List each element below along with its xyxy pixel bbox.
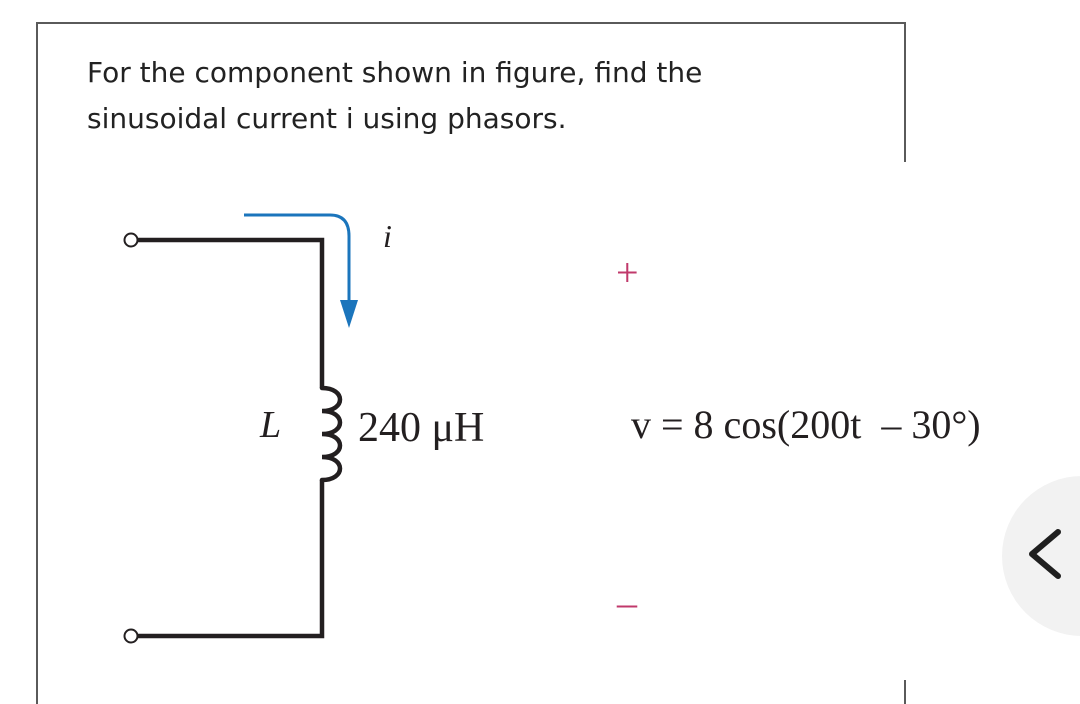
top-wire [137,240,322,388]
question-line-1: For the component shown in figure, find the [87,56,703,89]
current-arrow [244,215,349,300]
minus-sign: – [617,580,637,625]
current-label: i [383,218,392,254]
bottom-terminal [125,630,138,643]
question-line-2: sinusoidal current i using phasors. [87,102,567,135]
inductor-symbol: L [260,404,282,446]
voltage-expression: v = 8 cos(200t – 30°) [631,402,981,447]
chevron-left-icon [1024,528,1064,580]
bottom-wire [137,480,322,636]
top-terminal [125,234,138,247]
plus-sign: + [616,250,639,295]
inductor-value: 240 μH [358,405,485,451]
inductor-coil [322,388,340,480]
current-arrow-head [340,300,358,328]
